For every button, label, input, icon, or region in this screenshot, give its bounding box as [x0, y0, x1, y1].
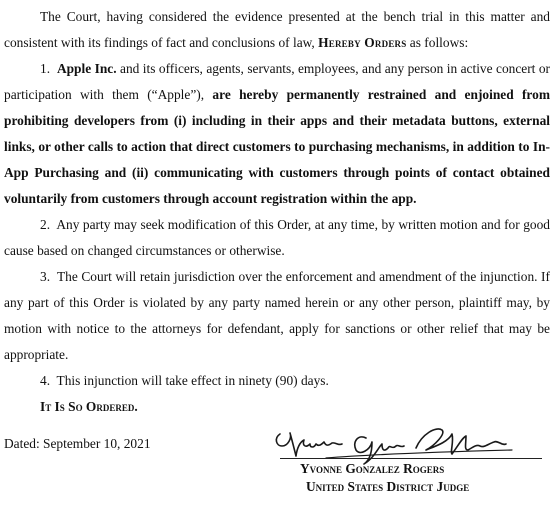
signature-block [4, 424, 554, 509]
order-item-3 [4, 264, 550, 368]
judge-title: United States District Judge [306, 479, 470, 494]
judge-name: Yvonne Gonzalez Rogers [300, 461, 445, 476]
item-1-text: and its officers, agents, servants, employees, and any person in active concert or participation with them (“Apple”), [4, 61, 550, 102]
item-4-text: This injunction will take effect in ninety (90) days. [56, 373, 329, 388]
item-4-number: 4. [40, 373, 51, 388]
intro-paragraph [4, 4, 550, 56]
order-item-2 [4, 212, 550, 264]
item-3-number: 3. [40, 269, 51, 284]
dated-line: Dated: September 10, 2021 [4, 436, 151, 451]
item-1-bold-tail: are hereby permanently restrained and enjoined from prohibiting developers from (i) including in their apps and their metadata buttons, external links, or other calls to action that direct customers to purchasing mechanisms, in addition to In-App Purchasing and (ii) communicating with customers through points of contact obtained voluntarily from customers through account registration within the app. [4, 87, 550, 206]
item-1-number: 1. [40, 61, 51, 76]
item-2-text: Any party may seek modification of this Order, at any time, by written motion and for good cause based on changed circumstances or otherwise. [4, 217, 550, 258]
intro-text-before: The Court, having considered the evidence presented at the bench trial in this matter and consistent with its findings of fact and conclusions of law, [4, 9, 550, 50]
intro-text-after: as follows: [406, 35, 469, 50]
item-1-bold-lead: Apple Inc. [56, 61, 117, 76]
item-2-number: 2. [40, 217, 51, 232]
item-3-text: The Court will retain jurisdiction over the enforcement and amendment of the injunction. If any part of this Order is violated by any party named herein or any other person, plaintiff may, by motion with notice to the attorneys for defendant, apply for sanctions or other relief that may be appropriate. [4, 269, 550, 362]
order-item-4 [4, 368, 550, 394]
so-ordered-line: It Is So Ordered. [40, 399, 138, 414]
order-item-1 [4, 56, 550, 212]
hereby-orders-phrase: Hereby Orders [318, 35, 407, 50]
order-document [4, 4, 550, 420]
signature-line [280, 458, 542, 459]
